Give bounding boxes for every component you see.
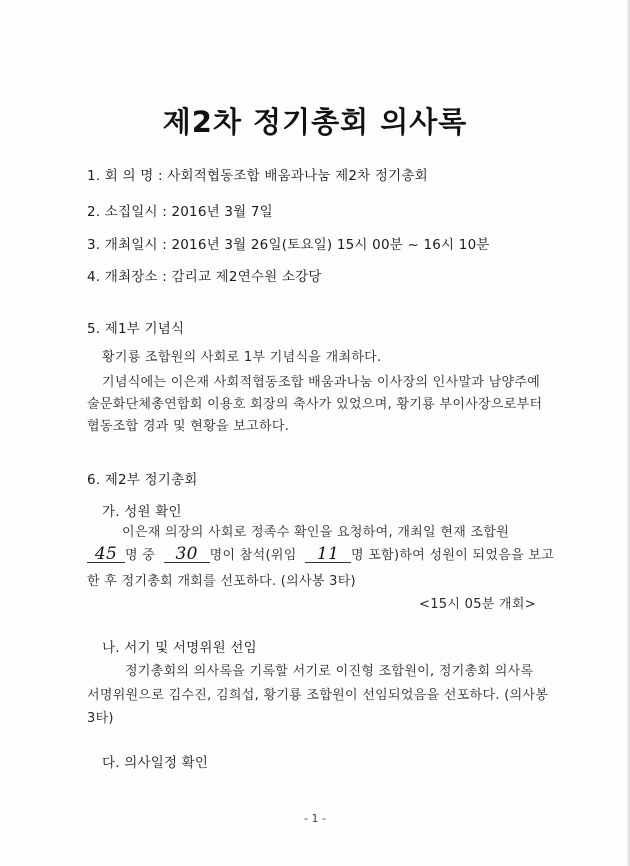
secretary-line-3: 3타)	[87, 711, 114, 726]
quorum-text-segment-3: 명 포함)하여 성원이 되었음을 보고	[350, 548, 555, 563]
part1-paragraph-2-line-3: 협동조합 경과 및 현황을 보고하다.	[87, 419, 290, 434]
quorum-line-2	[87, 544, 554, 563]
quorum-text-segment-1: 명 중	[125, 548, 156, 563]
handwritten-total-members: 45	[87, 547, 125, 563]
handwritten-attendees: 30	[164, 547, 210, 563]
part1-paragraph-2-line-1: 기념식에는 이은재 사회적협동조합 배움과나눔 이사장의 인사말과 남양주예	[102, 375, 541, 390]
part1-paragraph-1: 황기룡 조합원의 사회로 1부 기념식을 개최하다.	[102, 350, 382, 365]
secretary-line-1: 정기총회의 의사록을 기록할 서기로 이진형 조합원이, 정기총회 의사록	[125, 664, 534, 679]
section-heading-part1: 5. 제1부 기념식	[87, 321, 185, 337]
quorum-line-1: 이은재 의장의 사회로 정족수 확인을 요청하여, 개최일 현재 조합원	[122, 525, 510, 540]
subsection-heading-agenda: 다. 의사일정 확인	[102, 755, 209, 771]
item-meeting-name: 1. 회 의 명 : 사회적협동조합 배움과나눔 제2차 정기총회	[87, 168, 428, 184]
document-title: 제2차 정기총회 의사록	[162, 105, 468, 139]
item-convocation-date: 2. 소집일시 : 2016년 3월 7일	[87, 204, 273, 220]
secretary-line-2: 서명위원으로 김수진, 김희섭, 황기룡 조합원이 선임되었음을 선포하다. (의사봉	[87, 688, 549, 703]
item-venue: 4. 개최장소 : 감리교 제2연수원 소강당	[87, 269, 322, 285]
subsection-heading-secretary: 나. 서기 및 서명위원 선임	[102, 640, 257, 656]
part1-paragraph-2-line-2: 술문화단체총연합회 이용호 회장의 축사가 있었으며, 황기룡 부이사장으로부터	[87, 397, 543, 412]
section-heading-part2: 6. 제2부 정기총회	[87, 472, 198, 488]
handwritten-proxies: 11	[305, 547, 351, 563]
quorum-text-segment-2: 명이 참석(위임	[209, 548, 297, 563]
subsection-heading-quorum: 가. 성원 확인	[102, 504, 182, 520]
item-meeting-date: 3. 개최일시 : 2016년 3월 26일(토요일) 15시 00분 ~ 16시 10분	[87, 237, 490, 253]
opening-time-note: <15시 05분 개회>	[419, 597, 536, 612]
quorum-line-3: 한 후 정기총회 개회를 선포하다. (의사봉 3타)	[87, 574, 356, 589]
page-number: - 1 -	[304, 812, 326, 825]
